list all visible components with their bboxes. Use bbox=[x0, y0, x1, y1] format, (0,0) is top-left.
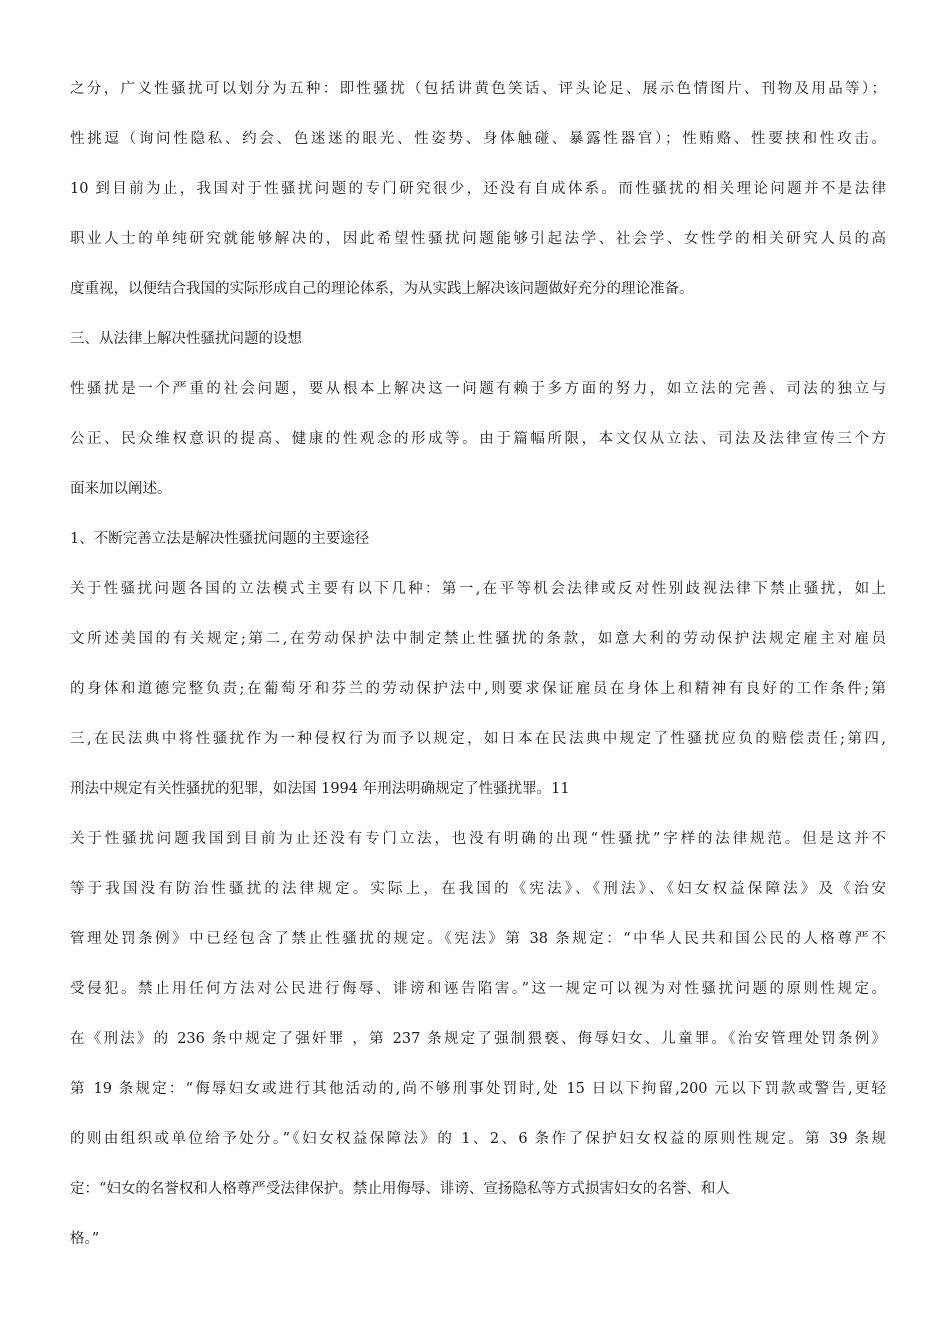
text-line: 第 19 条规定：“侮辱妇女或进行其他活动的,尚不够刑事处罚时,处 15 日以下拘留,200 元以下罚款或警告,更轻 bbox=[70, 1081, 886, 1097]
text-line: 关于性骚扰问题各国的立法模式主要有以下几种：第一,在平等机会法律或反对性别歧视法律下禁止骚扰，如上 bbox=[70, 581, 886, 597]
text-line: 公正、民众维权意识的提高、健康的性观念的形成等。由于篇幅所限，本文仅从立法、司法及法律宣传三个方 bbox=[70, 431, 886, 447]
text-line: 度重视，以便结合我国的实际形成自己的理论体系，为从实践上解决该问题做好充分的理论准备。 bbox=[70, 281, 694, 297]
text-line: 的则由组织或单位给予处分。”《妇女权益保障法》的 1、2、6 条作了保护妇女权益的原则性规定。第 39 条规 bbox=[70, 1131, 886, 1147]
text-line: 性骚扰是一个严重的社会问题，要从根本上解决这一问题有赖于多方面的努力，如立法的完善、司法的独立与 bbox=[70, 381, 886, 397]
text-line: 三,在民法典中将性骚扰作为一种侵权行为而予以规定，如日本在民法典中规定了性骚扰应负的赔偿责任;第四, bbox=[70, 731, 886, 747]
text-line: 管理处罚条例》中已经包含了禁止性骚扰的规定。《宪法》第 38 条规定：“中华人民共和国公民的人格尊严不 bbox=[70, 931, 886, 947]
text-line: 文所述美国的有关规定;第二,在劳动保护法中制定禁止性骚扰的条款，如意大利的劳动保护法规定雇主对雇员 bbox=[70, 631, 886, 647]
text-line: 受侵犯。禁止用任何方法对公民进行侮辱、诽谤和诬告陷害。”这一规定可以视为对性骚扰问题的原则性规定。 bbox=[70, 981, 886, 997]
text-line: 面来加以阐述。 bbox=[70, 481, 172, 497]
text-line: 之分，广义性骚扰可以划分为五种：即性骚扰（包括讲黄色笑话、评头论足、展示色情图片、刊物及用品等）； bbox=[70, 81, 886, 97]
text-line: 在《刑法》的 236 条中规定了强奸罪 ，第 237 条规定了强制猥亵、侮辱妇女、儿童罪。《治安管理处罚条例》 bbox=[70, 1031, 886, 1047]
text-line: 关于性骚扰问题我国到目前为止还没有专门立法，也没有明确的出现“性骚扰”字样的法律规范。但是这并不 bbox=[70, 831, 886, 847]
text-line: 等于我国没有防治性骚扰的法律规定。实际上，在我国的《宪法》、《刑法》、《妇女权益保障法》及《治安 bbox=[70, 881, 886, 897]
text-line: 的身体和道德完整负责;在葡萄牙和芬兰的劳动保护法中,则要求保证雇员在身体上和精神有良好的工作条件;第 bbox=[70, 681, 886, 697]
text-line: 10 到目前为止，我国对于性骚扰问题的专门研究很少，还没有自成体系。而性骚扰的相关理论问题并不是法律 bbox=[70, 181, 886, 197]
section-heading: 三、从法律上解决性骚扰问题的设想 bbox=[70, 331, 302, 347]
document-body bbox=[70, 64, 886, 1264]
subsection-heading: 1、不断完善立法是解决性骚扰问题的主要途径 bbox=[70, 531, 370, 547]
text-line: 定：“妇女的名誉权和人格尊严受法律保护。禁止用侮辱、诽谤、宣扬隐私等方式损害妇女的名誉、和人 bbox=[70, 1181, 730, 1197]
text-line: 刑法中规定有关性骚扰的犯罪，如法国 1994 年刑法明确规定了性骚扰罪。11 bbox=[70, 781, 570, 797]
text-line: 职业人士的单纯研究就能够解决的，因此希望性骚扰问题能够引起法学、社会学、女性学的相关研究人员的高 bbox=[70, 231, 886, 247]
text-line: 性挑逗（询问性隐私、约会、色迷迷的眼光、性姿势、身体触碰、暴露性器官）；性贿赂、性要挟和性攻击。 bbox=[70, 131, 886, 147]
text-line: 格。” bbox=[70, 1231, 100, 1247]
